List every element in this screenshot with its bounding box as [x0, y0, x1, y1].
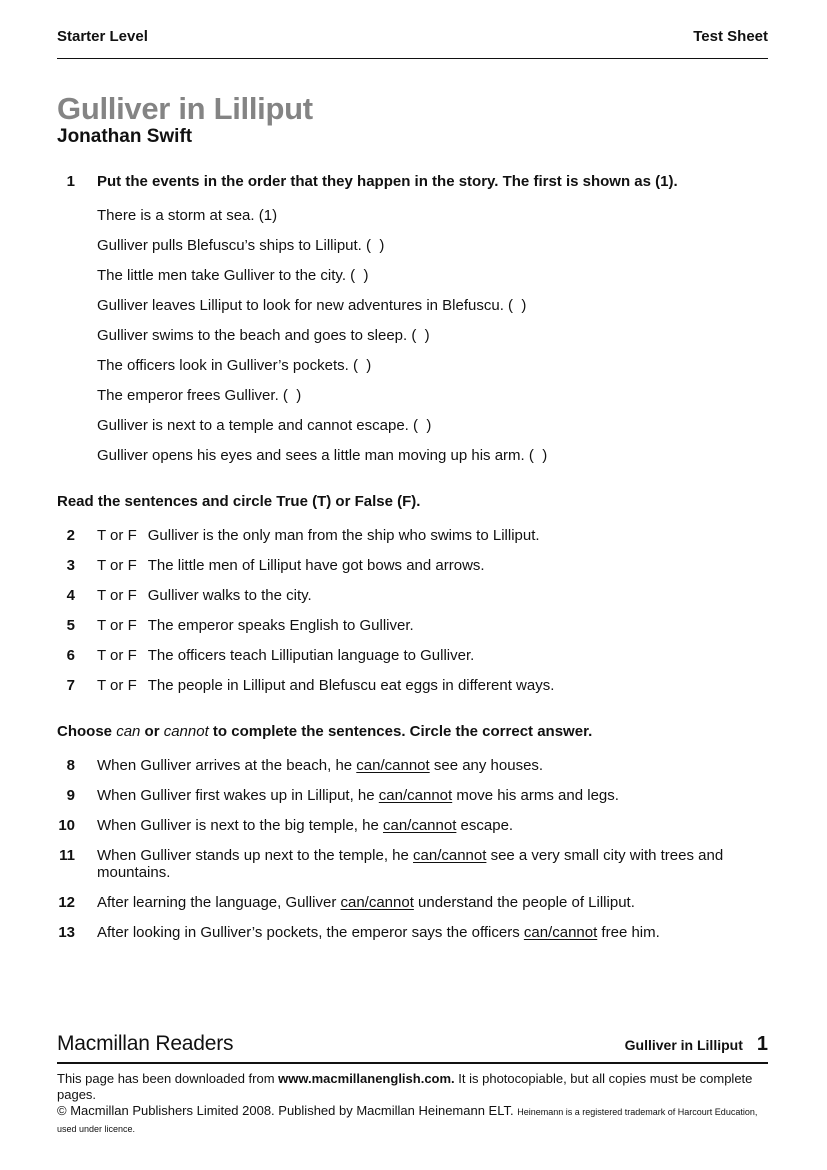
can-cannot-text	[97, 757, 768, 774]
ordering-item-text: Gulliver leaves Lilliput to look for new adventures in Blefuscu. ( )	[97, 297, 527, 314]
ordering-item-text: The officers look in Gulliver’s pockets. ( )	[97, 357, 372, 374]
question-number: 2	[66, 527, 75, 544]
question-number: 7	[66, 677, 75, 694]
sentence-after: move his arms and legs.	[452, 787, 619, 804]
number-spacer	[57, 267, 75, 284]
can-italic: can	[116, 723, 141, 740]
sentence-after: understand the people of Lilliput.	[413, 894, 635, 911]
sentence-after: see any houses.	[429, 757, 544, 774]
ordering-item-text: Gulliver is next to a temple and cannot escape. ( )	[97, 417, 432, 434]
ordering-item	[57, 237, 768, 254]
copyright-line: © Macmillan Publishers Limited 2008. Published by Macmillan Heinemann ELT.	[57, 1103, 518, 1118]
sentence: The people in Lilliput and Blefuscu eat eggs in different ways.	[147, 677, 555, 694]
ordering-item	[57, 447, 768, 464]
number-spacer	[57, 207, 75, 224]
footer-right	[625, 1033, 768, 1056]
sentence-before: When Gulliver stands up next to the temple, he	[97, 847, 414, 864]
t-or-f-label: T or F	[97, 527, 137, 544]
sentence-before: After learning the language, Gulliver	[97, 894, 341, 911]
can-cannot-text	[97, 847, 768, 881]
ordering-item-text: The emperor frees Gulliver. ( )	[97, 387, 302, 404]
number-spacer	[57, 237, 75, 254]
true-false-text	[97, 527, 768, 544]
true-false-question	[57, 647, 768, 664]
true-false-text	[97, 647, 768, 664]
can-cannot-question	[57, 817, 768, 834]
t-or-f-label: T or F	[97, 617, 137, 634]
instruction-part: or	[140, 723, 164, 740]
sentence: The emperor speaks English to Gulliver.	[147, 617, 414, 634]
sentence: The officers teach Lilliputian language to Gulliver.	[147, 647, 475, 664]
website-url: www.macmillanenglish.com.	[278, 1071, 455, 1086]
trademark-note: Heinemann is a registered trademark of Harcourt Education, used under licence.	[57, 1107, 760, 1134]
sentence-after: escape.	[456, 817, 514, 834]
question-number: 8	[66, 757, 75, 774]
can-cannot-text	[97, 817, 768, 834]
page-footer	[57, 1032, 768, 1137]
footer-book-title: Gulliver in Lilliput	[624, 1037, 743, 1053]
footer-brand-row	[57, 1032, 768, 1064]
section1-heading	[57, 173, 768, 190]
true-false-text	[97, 587, 768, 604]
can-cannot-instruction	[57, 723, 768, 740]
can-cannot-question	[57, 924, 768, 941]
header-level-label: Starter Level	[57, 28, 148, 45]
can-cannot-choice: can/cannot	[356, 757, 430, 774]
section1-instruction: Put the events in the order that they happen in the story. The first is shown as (1).	[97, 173, 678, 190]
page-number: 1	[756, 1033, 768, 1055]
true-false-question	[57, 587, 768, 604]
ordering-item	[57, 207, 768, 224]
header-sheet-label: Test Sheet	[693, 28, 768, 45]
sentence: The little men of Lilliput have got bows and arrows.	[147, 557, 485, 574]
can-cannot-choice: can/cannot	[523, 924, 598, 941]
can-cannot-text	[97, 894, 768, 911]
true-false-instruction: Read the sentences and circle True (T) or False (F).	[57, 493, 421, 510]
t-or-f-label: T or F	[97, 557, 137, 574]
sentence-after: see a very small city with trees and mountains.	[97, 847, 728, 881]
ordering-item	[57, 387, 768, 404]
question-number: 13	[58, 924, 75, 941]
ordering-item	[57, 327, 768, 344]
can-cannot-choice: can/cannot	[413, 847, 487, 864]
copyright-note	[57, 1071, 768, 1137]
number-spacer	[57, 297, 75, 314]
ordering-item-text: There is a storm at sea. (1)	[97, 207, 278, 224]
number-spacer	[57, 417, 75, 434]
sentence-before: When Gulliver is next to the big temple, he	[97, 817, 383, 834]
number-spacer	[57, 387, 75, 404]
download-note: This page has been downloaded from	[57, 1071, 279, 1086]
can-cannot-text	[97, 924, 768, 941]
ordering-item-text: The little men take Gulliver to the city. ( )	[97, 267, 369, 284]
sentence-after: free him.	[597, 924, 660, 941]
ordering-item	[57, 357, 768, 374]
question-number: 6	[66, 647, 75, 664]
can-cannot-question	[57, 847, 768, 881]
true-false-question	[57, 677, 768, 694]
true-false-question	[57, 527, 768, 544]
true-false-question	[57, 557, 768, 574]
number-spacer	[57, 327, 75, 344]
number-spacer	[57, 357, 75, 374]
true-false-text	[97, 617, 768, 634]
ordering-item-text: Gulliver opens his eyes and sees a little man moving up his arm. ( )	[97, 447, 548, 464]
question-number: 11	[59, 847, 75, 864]
ordering-item	[57, 297, 768, 314]
photocopiable-note: It is photocopiable, but all copies must be complete pages.	[57, 1071, 757, 1102]
can-cannot-text	[97, 787, 768, 804]
instruction-part: to complete the sentences. Circle the correct answer.	[208, 723, 593, 740]
author-name: Jonathan Swift	[57, 126, 193, 147]
can-cannot-question	[57, 894, 768, 911]
true-false-text	[97, 677, 768, 694]
can-cannot-question	[57, 787, 768, 804]
question-number: 4	[66, 587, 75, 604]
cannot-italic: cannot	[163, 723, 209, 740]
can-cannot-choice: can/cannot	[382, 817, 457, 834]
ordering-item-text: Gulliver pulls Blefuscu’s ships to Lilliput. ( )	[97, 237, 385, 254]
question-number: 10	[58, 817, 75, 834]
question-number: 1	[66, 173, 75, 190]
can-cannot-choice: can/cannot	[378, 787, 453, 804]
book-title: Gulliver in Lilliput	[57, 91, 313, 126]
sentence-before: When Gulliver arrives at the beach, he	[97, 757, 357, 774]
question-number: 9	[66, 787, 75, 804]
question-number: 3	[66, 557, 75, 574]
ordering-item	[57, 267, 768, 284]
number-spacer	[57, 447, 75, 464]
ordering-item-text: Gulliver swims to the beach and goes to sleep. ( )	[97, 327, 430, 344]
instruction-part: Choose	[57, 723, 117, 740]
t-or-f-label: T or F	[97, 647, 137, 664]
t-or-f-label: T or F	[97, 587, 137, 604]
sentence: Gulliver is the only man from the ship who swims to Lilliput.	[147, 527, 540, 544]
sentence-before: After looking in Gulliver’s pockets, the emperor says the officers	[97, 924, 524, 941]
page-header	[57, 28, 768, 59]
can-cannot-choice: can/cannot	[340, 894, 414, 911]
publisher-brand: Macmillan Readers	[57, 1032, 234, 1055]
ordering-item	[57, 417, 768, 434]
true-false-question	[57, 617, 768, 634]
t-or-f-label: T or F	[97, 677, 137, 694]
sentence: Gulliver walks to the city.	[147, 587, 312, 604]
can-cannot-question	[57, 757, 768, 774]
question-number: 12	[58, 894, 75, 911]
question-number: 5	[66, 617, 75, 634]
title-block	[57, 92, 768, 148]
true-false-text	[97, 557, 768, 574]
sentence-before: When Gulliver first wakes up in Lilliput, he	[97, 787, 379, 804]
